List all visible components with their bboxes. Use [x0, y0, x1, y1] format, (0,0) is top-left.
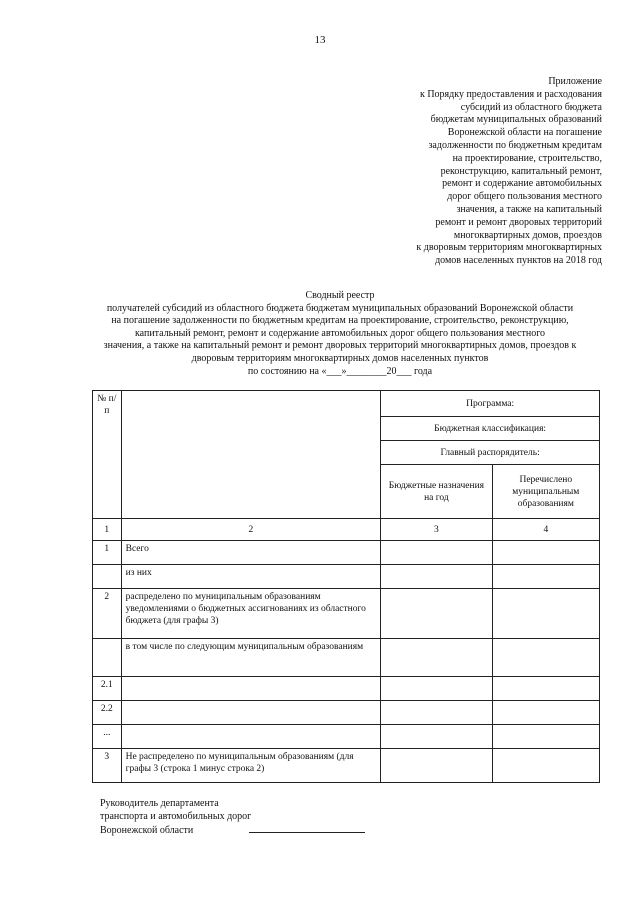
registry-table: [92, 390, 600, 783]
title-date-line: по состоянию на «___»________20___ года: [247, 365, 433, 377]
header-main-manager: Главный распорядитель:: [381, 441, 600, 465]
header-col4: Перечислено муниципальным образованиям: [492, 465, 599, 519]
row-num: 2.2: [93, 701, 122, 725]
row-col3: [381, 701, 492, 725]
header-num-cell: № п/п: [93, 391, 122, 519]
col-number-4: 4: [492, 519, 599, 541]
table-row: [93, 589, 600, 639]
row-num: [93, 639, 122, 677]
appendix-header: [342, 76, 602, 268]
header-col3: Бюджетные назначения на год: [381, 465, 492, 519]
appendix-line: ремонт и содержание автомобильных: [442, 178, 602, 190]
row-col4: [492, 541, 599, 565]
col-number-1: 1: [93, 519, 122, 541]
row-text: в том числе по следующим муниципальным образованиям: [121, 639, 381, 677]
row-col4: [492, 725, 599, 749]
appendix-line: бюджетам муниципальных образований: [430, 114, 602, 126]
table-row: [93, 725, 600, 749]
row-text: распределено по муниципальным образованиям уведомлениями о бюджетных ассигнованиях из областного бюджета (для графы 3): [121, 589, 381, 639]
page-number: 13: [314, 34, 326, 46]
header-budget-classification: Бюджетная классификация:: [381, 417, 600, 441]
row-text: [121, 725, 381, 749]
appendix-line: к Порядку предоставления и расходования: [419, 88, 602, 100]
appendix-line: на проектирование, строительство,: [452, 152, 602, 164]
row-text: [121, 701, 381, 725]
appendix-line: к дворовым территориям многоквартирных: [416, 242, 602, 254]
row-col4: [492, 749, 599, 783]
row-num: 2: [93, 589, 122, 639]
table-row: [93, 541, 600, 565]
row-col3: [381, 589, 492, 639]
row-col3: [381, 541, 492, 565]
row-col3: [381, 725, 492, 749]
table-row: [93, 749, 600, 783]
row-col3: [381, 639, 492, 677]
row-col4: [492, 589, 599, 639]
row-num: 2.1: [93, 677, 122, 701]
row-col3: [381, 749, 492, 783]
appendix-line: домов населенных пунктов на 2018 год: [435, 255, 602, 267]
signature-line: Воронежской области: [100, 823, 365, 837]
appendix-line: Приложение: [548, 76, 602, 87]
header-name-cell: [121, 391, 381, 519]
col-number-2: 2: [121, 519, 381, 541]
title-line: получателей субсидий из областного бюджета бюджетам муниципальных образований Воронежской области: [106, 302, 574, 314]
document-title: [80, 290, 600, 378]
header-program: Программа:: [381, 391, 600, 417]
appendix-line: Воронежской области на погашение: [447, 127, 602, 139]
row-text: Не распределено по муниципальным образованиям (для графы 3 (строка 1 минус строка 2): [121, 749, 381, 783]
row-num: 3: [93, 749, 122, 783]
signature-underline: [249, 823, 365, 833]
row-num: 1: [93, 541, 122, 565]
appendix-line: ремонт и ремонт дворовых территорий: [435, 216, 602, 228]
title-line: дворовым территориям многоквартирных домов населенных пунктов: [191, 352, 489, 364]
appendix-line: значения, а также на капитальный: [456, 203, 602, 215]
row-num: [93, 565, 122, 589]
signature-line: Руководитель департамента: [100, 798, 219, 809]
title-line: значения, а также на капитальный ремонт и ремонт дворовых территорий многоквартирных домов, проездов к: [103, 340, 577, 352]
appendix-line: задолженности по бюджетным кредитам: [428, 139, 602, 151]
row-col4: [492, 677, 599, 701]
table-row: [93, 677, 600, 701]
row-num: ...: [93, 725, 122, 749]
row-col4: [492, 701, 599, 725]
row-col3: [381, 677, 492, 701]
table-row: [93, 565, 600, 589]
appendix-line: многоквартирных домов, проездов: [453, 229, 602, 241]
table-row: [93, 701, 600, 725]
signature-block: [100, 797, 365, 837]
appendix-line: субсидий из областного бюджета: [460, 101, 602, 113]
row-col4: [492, 639, 599, 677]
row-text: из них: [121, 565, 381, 589]
title-heading: Сводный реестр: [305, 290, 375, 301]
row-col3: [381, 565, 492, 589]
appendix-line: реконструкцию, капитальный ремонт,: [440, 165, 602, 177]
row-text: [121, 677, 381, 701]
row-col4: [492, 565, 599, 589]
title-line: капитальный ремонт, ремонт и содержание автомобильных дорог общего пользования местного: [134, 327, 546, 339]
row-text: Всего: [121, 541, 381, 565]
signature-line: транспорта и автомобильных дорог: [100, 811, 252, 822]
title-line: на погашение задолженности по бюджетным кредитам на проектирование, строительство, реконструкцию,: [111, 315, 569, 327]
col-number-3: 3: [381, 519, 492, 541]
appendix-line: дорог общего пользования местного: [447, 191, 602, 203]
table-row: [93, 639, 600, 677]
